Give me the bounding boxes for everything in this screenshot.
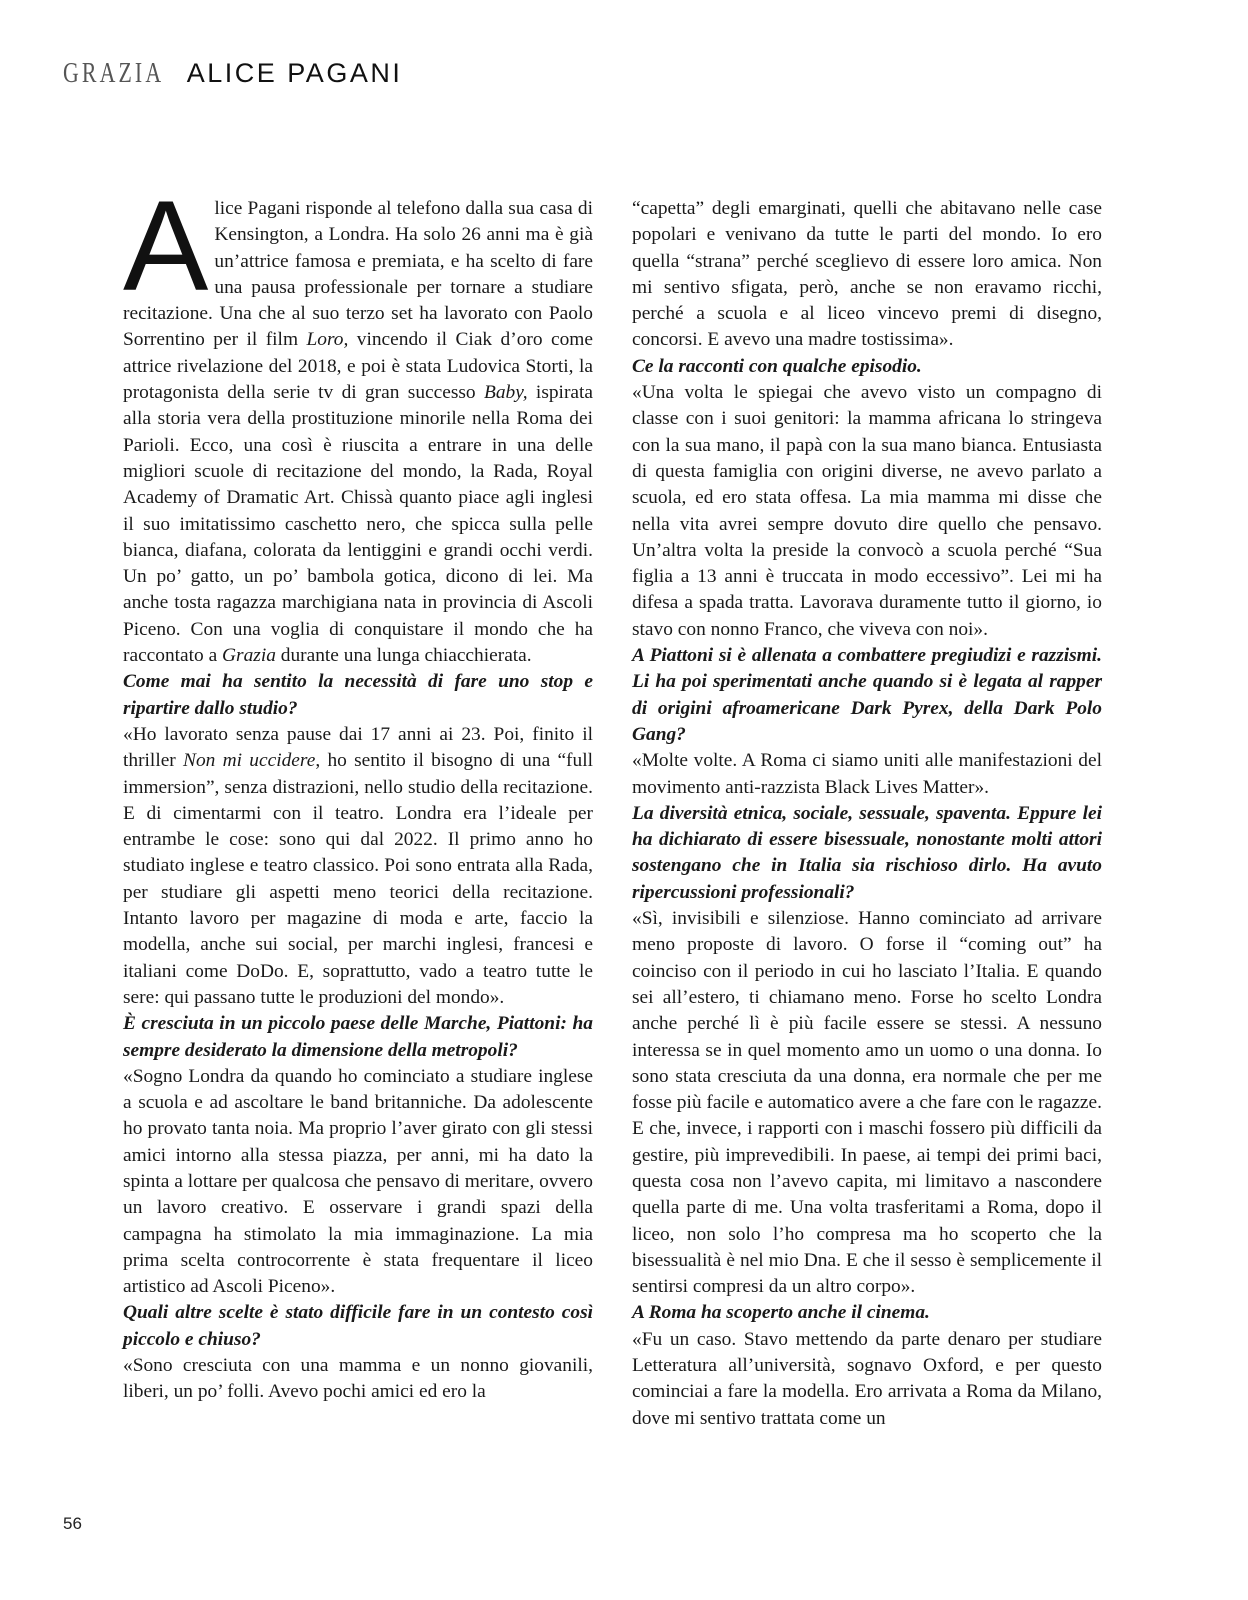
lead-text: durante una lunga chiacchierata.: [275, 645, 532, 667]
interview-answer: «Fu un caso. Stavo mettendo da parte denaro per studiare Letteratura all’università, sognavo Oxford, e per questo cominciai a fare la modella. Ero arrivata a Roma da Milano, dove mi sentivo trattata come un: [632, 1328, 1102, 1429]
film-title: Non mi uccidere: [183, 750, 316, 772]
interview-answer: «Sono cresciuta con una mamma e un nonno giovanili, liberi, un po’ folli. Avevo pochi amici ed ero la: [123, 1355, 593, 1403]
answer-text: «Ho lavorato senza pause dai 17 anni ai 23. Poi, finito il thriller: [123, 723, 593, 772]
lead-text: ispirata alla storia vera della prostituzione minorile nella Roma dei Parioli. Ecco, una così è riuscita a entrare in una delle migliori scuole di recitazione del mondo, la Rada, Royal Academy of Dramatic Art. Chissà quanto piace agli inglesi il suo imitatissimo caschetto nero, che spicca sulla pelle bianca, diafana, colorata da lentiggini e grandi occhi verdi. Un po’ gatto, un po’ bambola gotica, dicono di lei. Ma anche tosta ragazza marchigiana nata in provincia di Ascoli Piceno. Con una voglia di conquistare il mondo che ha raccontato a: [123, 382, 594, 667]
article-column-right: [632, 196, 1102, 1432]
interview-question: A Roma ha scoperto anche il cinema.: [632, 1302, 930, 1324]
drop-cap: A: [123, 175, 209, 318]
lead-intro-text: lice Pagani risponde al telefono dalla sua casa di Kensington, a Londra. Ha solo 26 anni ma è già un’attrice famosa e premiata, e ha scelto di fare una pausa professionale per tornare a studiare recitazione. Una che al suo terzo set ha lavorato con Paolo Sorrentino per il film: [123, 198, 593, 351]
series-title: Baby,: [483, 382, 528, 404]
answer-text: , ho sentito il bisogno di una “full immersion”, senza distrazioni, nello studio della recitazione. E di cimentarmi con il teatro. Londra era l’ideale per entrambe le cose: sono qui dal 2022. Il primo anno ho studiato inglese e teatro classico. Poi sono entrata alla Rada, per studiare gli aspetti meno teorici della recitazione. Intanto lavoro per magazine di moda e arte, faccio la modella, anche sui social, per marchi inglesi, francesi e italiani come DoDo. E, soprattutto, vado a teatro tutte le sere: qui passano tutte le produzioni del mondo».: [123, 750, 593, 1008]
interview-question: Come mai ha sentito la necessità di fare uno stop e ripartire dallo studio?: [123, 671, 593, 719]
interview-answer: «Sogno Londra da quando ho cominciato a studiare inglese a scuola e ad ascoltare le band britanniche. Da adolescente ho provato tanta noia. Ma proprio l’aver girato con gli stessi amici intorno alla stessa piazza, per anni, mi ha dato la spinta a lottare per qualcosa che pensavo di meritare, ovvero un lavoro creativo. E osservare i grandi spazi della campagna ha stimolato la mia immaginazione. La mia prima scelta controcorrente è stata frequentare il liceo artistico ad Ascoli Piceno».: [123, 1065, 593, 1298]
film-title: Loro,: [306, 329, 349, 351]
interview-answer: «Molte volte. A Roma ci siamo uniti alle manifestazioni del movimento anti-razzista Black Lives Matter».: [632, 750, 1102, 798]
lead-paragraph: [123, 175, 594, 669]
page-number: 56: [63, 1514, 82, 1533]
interview-answer: «Sì, invisibili e silenziose. Hanno cominciato ad arrivare meno proposte di lavoro. O forse il “coming out” ha coinciso con il periodo in cui ho lasciato l’Italia. E quando sei all’estero, ti chiamano meno. Forse ho scelto Londra anche perché lì è più facile essere se stessi. A nessuno interessa se in quel momento amo un uomo o una donna. Io sono stata cresciuta da una donna, era normale che per me fosse più facile e automatico avere a che fare con le ragazze. E che, invece, i rapporti con i maschi fossero più difficili da gestire, più imprevedibili. In paese, ai tempi dei primi baci, questa cosa non l’avevo capita, mi limitavo a nascondere quella parte di me. Una volta trasferitami a Roma, dopo il liceo, non solo l’ho compresa ma ho scoperto che la bisessualità è nel mio Dna. E che il sesso è semplicemente il sentirsi compresi da un altro corpo».: [632, 908, 1102, 1298]
article-column-left: [123, 175, 594, 1406]
magazine-logo: GRAZIA: [63, 58, 165, 89]
lead-text: vincendo il Ciak d’oro come attrice rivelazione del 2018, e poi è stata Ludovica Storti, la protagonista della serie tv di gran successo: [123, 329, 593, 404]
interview-answer: [123, 722, 593, 1011]
magazine-name: Grazia: [222, 645, 276, 667]
page-header: [63, 58, 402, 98]
interview-question: Ce la racconti con qualche episodio.: [632, 355, 922, 377]
interview-question: La diversità etnica, sociale, sessuale, spaventa. Eppure lei ha dichiarato di essere bisessuale, nonostante molti attori sostengano che in Italia sia rischioso dirlo. Ha avuto ripercussioni professionali?: [632, 802, 1102, 903]
interview-question: A Piattoni si è allenata a combattere pregiudizi e razzismi. Li ha poi sperimentati anche quando si è legata al rapper di origini afroamericane Dark Pyrex, della Dark Polo Gang?: [632, 645, 1102, 745]
interview-answer-continued: “capetta” degli emarginati, quelli che abitavano nelle case popolari e venivano da tutte le parti del mondo. Io ero quella “strana” perché sceglievo di essere loro amica. Non mi sentivo sfigata, però, anche se non eravamo ricchi, perché a scuola e al liceo vincevo premi di disegno, concorsi. E avevo una madre tostissima».: [632, 198, 1102, 351]
interview-answer: «Una volta le spiegai che avevo visto un compagno di classe con i suoi genitori: la mamma africana lo stringeva con la sua mano, il papà con la sua mano bianca. Entusiasta di questa famiglia con origini diverse, ne avevo parlato a scuola, ed ero stata offesa. La mia mamma mi disse che nella vita avrei sempre dovuto dire quello che pensavo. Un’altra volta la preside la convocò a scuola perché “Sua figlia a 13 anni è truccata in modo eccessivo”. Lei mi ha difesa a spada tratta. Lavorava duramente tutto il giorno, io stavo con nonno Franco, che viveva con noi».: [632, 382, 1102, 640]
interview-question: È cresciuta in un piccolo paese delle Marche, Piattoni: ha sempre desiderato la dimensione della metropoli?: [123, 1013, 593, 1061]
section-title: ALICE PAGANI: [186, 58, 403, 88]
interview-question: Quali altre scelte è stato difficile fare in un contesto così piccolo e chiuso?: [123, 1302, 593, 1350]
